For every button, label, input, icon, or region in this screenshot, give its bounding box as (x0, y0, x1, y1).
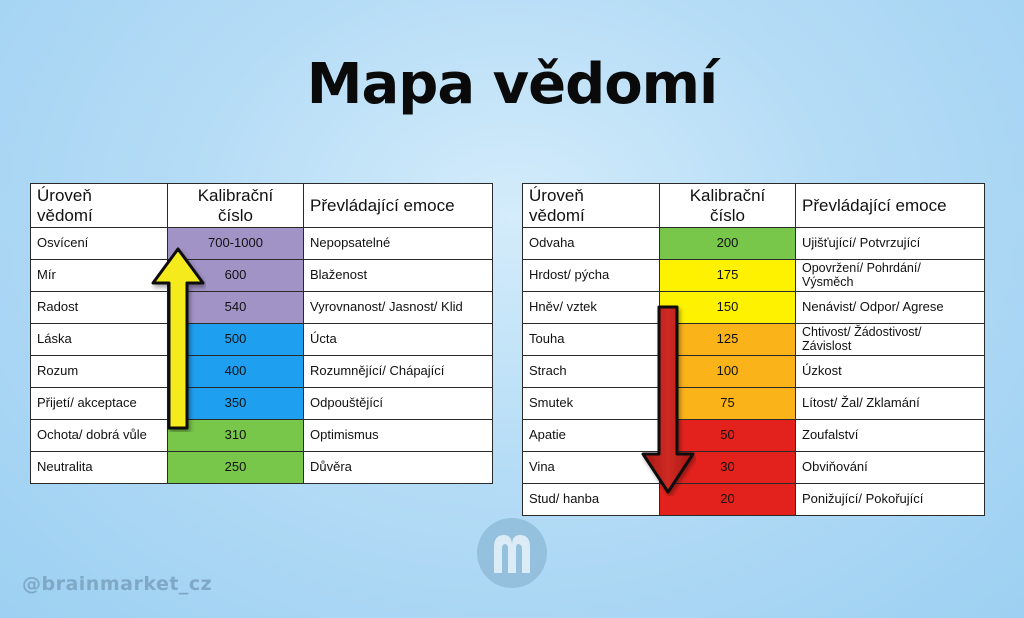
calibration-value-cell: 600 (168, 260, 304, 292)
level-cell: Hněv/ vztek (523, 292, 660, 324)
level-cell: Vina (523, 452, 660, 484)
emotion-cell: Optimismus (304, 420, 493, 452)
calibration-value-cell: 50 (660, 420, 796, 452)
calibration-value-cell: 310 (168, 420, 304, 452)
level-cell: Neutralita (31, 452, 168, 484)
header-level: Úroveň vědomí (523, 184, 660, 228)
down-arrow-icon (640, 304, 696, 496)
table-row (31, 452, 493, 484)
level-cell: Hrdost/ pýcha (523, 260, 660, 292)
emotion-cell: Obviňování (796, 452, 985, 484)
table-row (523, 356, 985, 388)
watermark-handle: @brainmarket_cz (22, 573, 213, 595)
calibration-value-cell: 75 (660, 388, 796, 420)
level-cell: Touha (523, 324, 660, 356)
emotion-cell: Vyrovnanost/ Jasnost/ Klid (304, 292, 493, 324)
emotion-cell: Úcta (304, 324, 493, 356)
emotion-cell: Důvěra (304, 452, 493, 484)
level-cell: Strach (523, 356, 660, 388)
calibration-value-cell: 350 (168, 388, 304, 420)
level-cell: Stud/ hanba (523, 484, 660, 516)
table-row (31, 388, 493, 420)
calibration-value-cell: 200 (660, 228, 796, 260)
brainmarket-logo-icon (476, 517, 548, 589)
level-cell: Ochota/ dobrá vůle (31, 420, 168, 452)
table-header-row (523, 184, 985, 228)
emotion-cell: Chtivost/ Žádostivost/ Závislost (796, 324, 985, 356)
calibration-value-cell: 125 (660, 324, 796, 356)
table-row (523, 420, 985, 452)
table-row (31, 356, 493, 388)
level-cell: Mír (31, 260, 168, 292)
header-calibration-number: Kalibrační číslo (168, 184, 304, 228)
header-level: Úroveň vědomí (31, 184, 168, 228)
table-row (523, 484, 985, 516)
emotion-cell: Nenávist/ Odpor/ Agrese (796, 292, 985, 324)
level-cell: Láska (31, 324, 168, 356)
table-row (31, 228, 493, 260)
table-row (523, 324, 985, 356)
calibration-value-cell: 20 (660, 484, 796, 516)
emotion-cell: Rozumnějící/ Chápající (304, 356, 493, 388)
level-cell: Odvaha (523, 228, 660, 260)
calibration-value-cell: 540 (168, 292, 304, 324)
level-cell: Radost (31, 292, 168, 324)
emotion-cell: Zoufalství (796, 420, 985, 452)
page-title: Mapa vědomí (306, 52, 718, 117)
header-calibration-number: Kalibrační číslo (660, 184, 796, 228)
table-row (31, 420, 493, 452)
up-arrow-icon (150, 246, 206, 432)
calibration-value-cell: 400 (168, 356, 304, 388)
level-cell: Přijetí/ akceptace (31, 388, 168, 420)
emotion-cell: Odpouštějící (304, 388, 493, 420)
table-header-row (31, 184, 493, 228)
level-cell: Rozum (31, 356, 168, 388)
calibration-value-cell: 700-1000 (168, 228, 304, 260)
level-cell: Osvícení (31, 228, 168, 260)
table-row (31, 324, 493, 356)
table-row (31, 292, 493, 324)
level-cell: Apatie (523, 420, 660, 452)
calibration-value-cell: 250 (168, 452, 304, 484)
calibration-value-cell: 175 (660, 260, 796, 292)
level-cell: Smutek (523, 388, 660, 420)
table-row (523, 260, 985, 292)
calibration-value-cell: 150 (660, 292, 796, 324)
consciousness-table-upper (30, 183, 493, 484)
calibration-value-cell: 100 (660, 356, 796, 388)
emotion-cell: Ujišťující/ Potvrzující (796, 228, 985, 260)
calibration-value-cell: 500 (168, 324, 304, 356)
table-row (523, 388, 985, 420)
header-emotion: Převládající emoce (304, 184, 493, 228)
emotion-cell: Ponižující/ Pokořující (796, 484, 985, 516)
table-row (523, 452, 985, 484)
emotion-cell: Blaženost (304, 260, 493, 292)
emotion-cell: Lítost/ Žal/ Zklamání (796, 388, 985, 420)
consciousness-table-lower (522, 183, 985, 516)
calibration-value-cell: 30 (660, 452, 796, 484)
emotion-cell: Nepopsatelné (304, 228, 493, 260)
emotion-cell: Opovržení/ Pohrdání/ Výsměch (796, 260, 985, 292)
header-emotion: Převládající emoce (796, 184, 985, 228)
table-row (523, 228, 985, 260)
emotion-cell: Úzkost (796, 356, 985, 388)
table-row (31, 260, 493, 292)
table-row (523, 292, 985, 324)
